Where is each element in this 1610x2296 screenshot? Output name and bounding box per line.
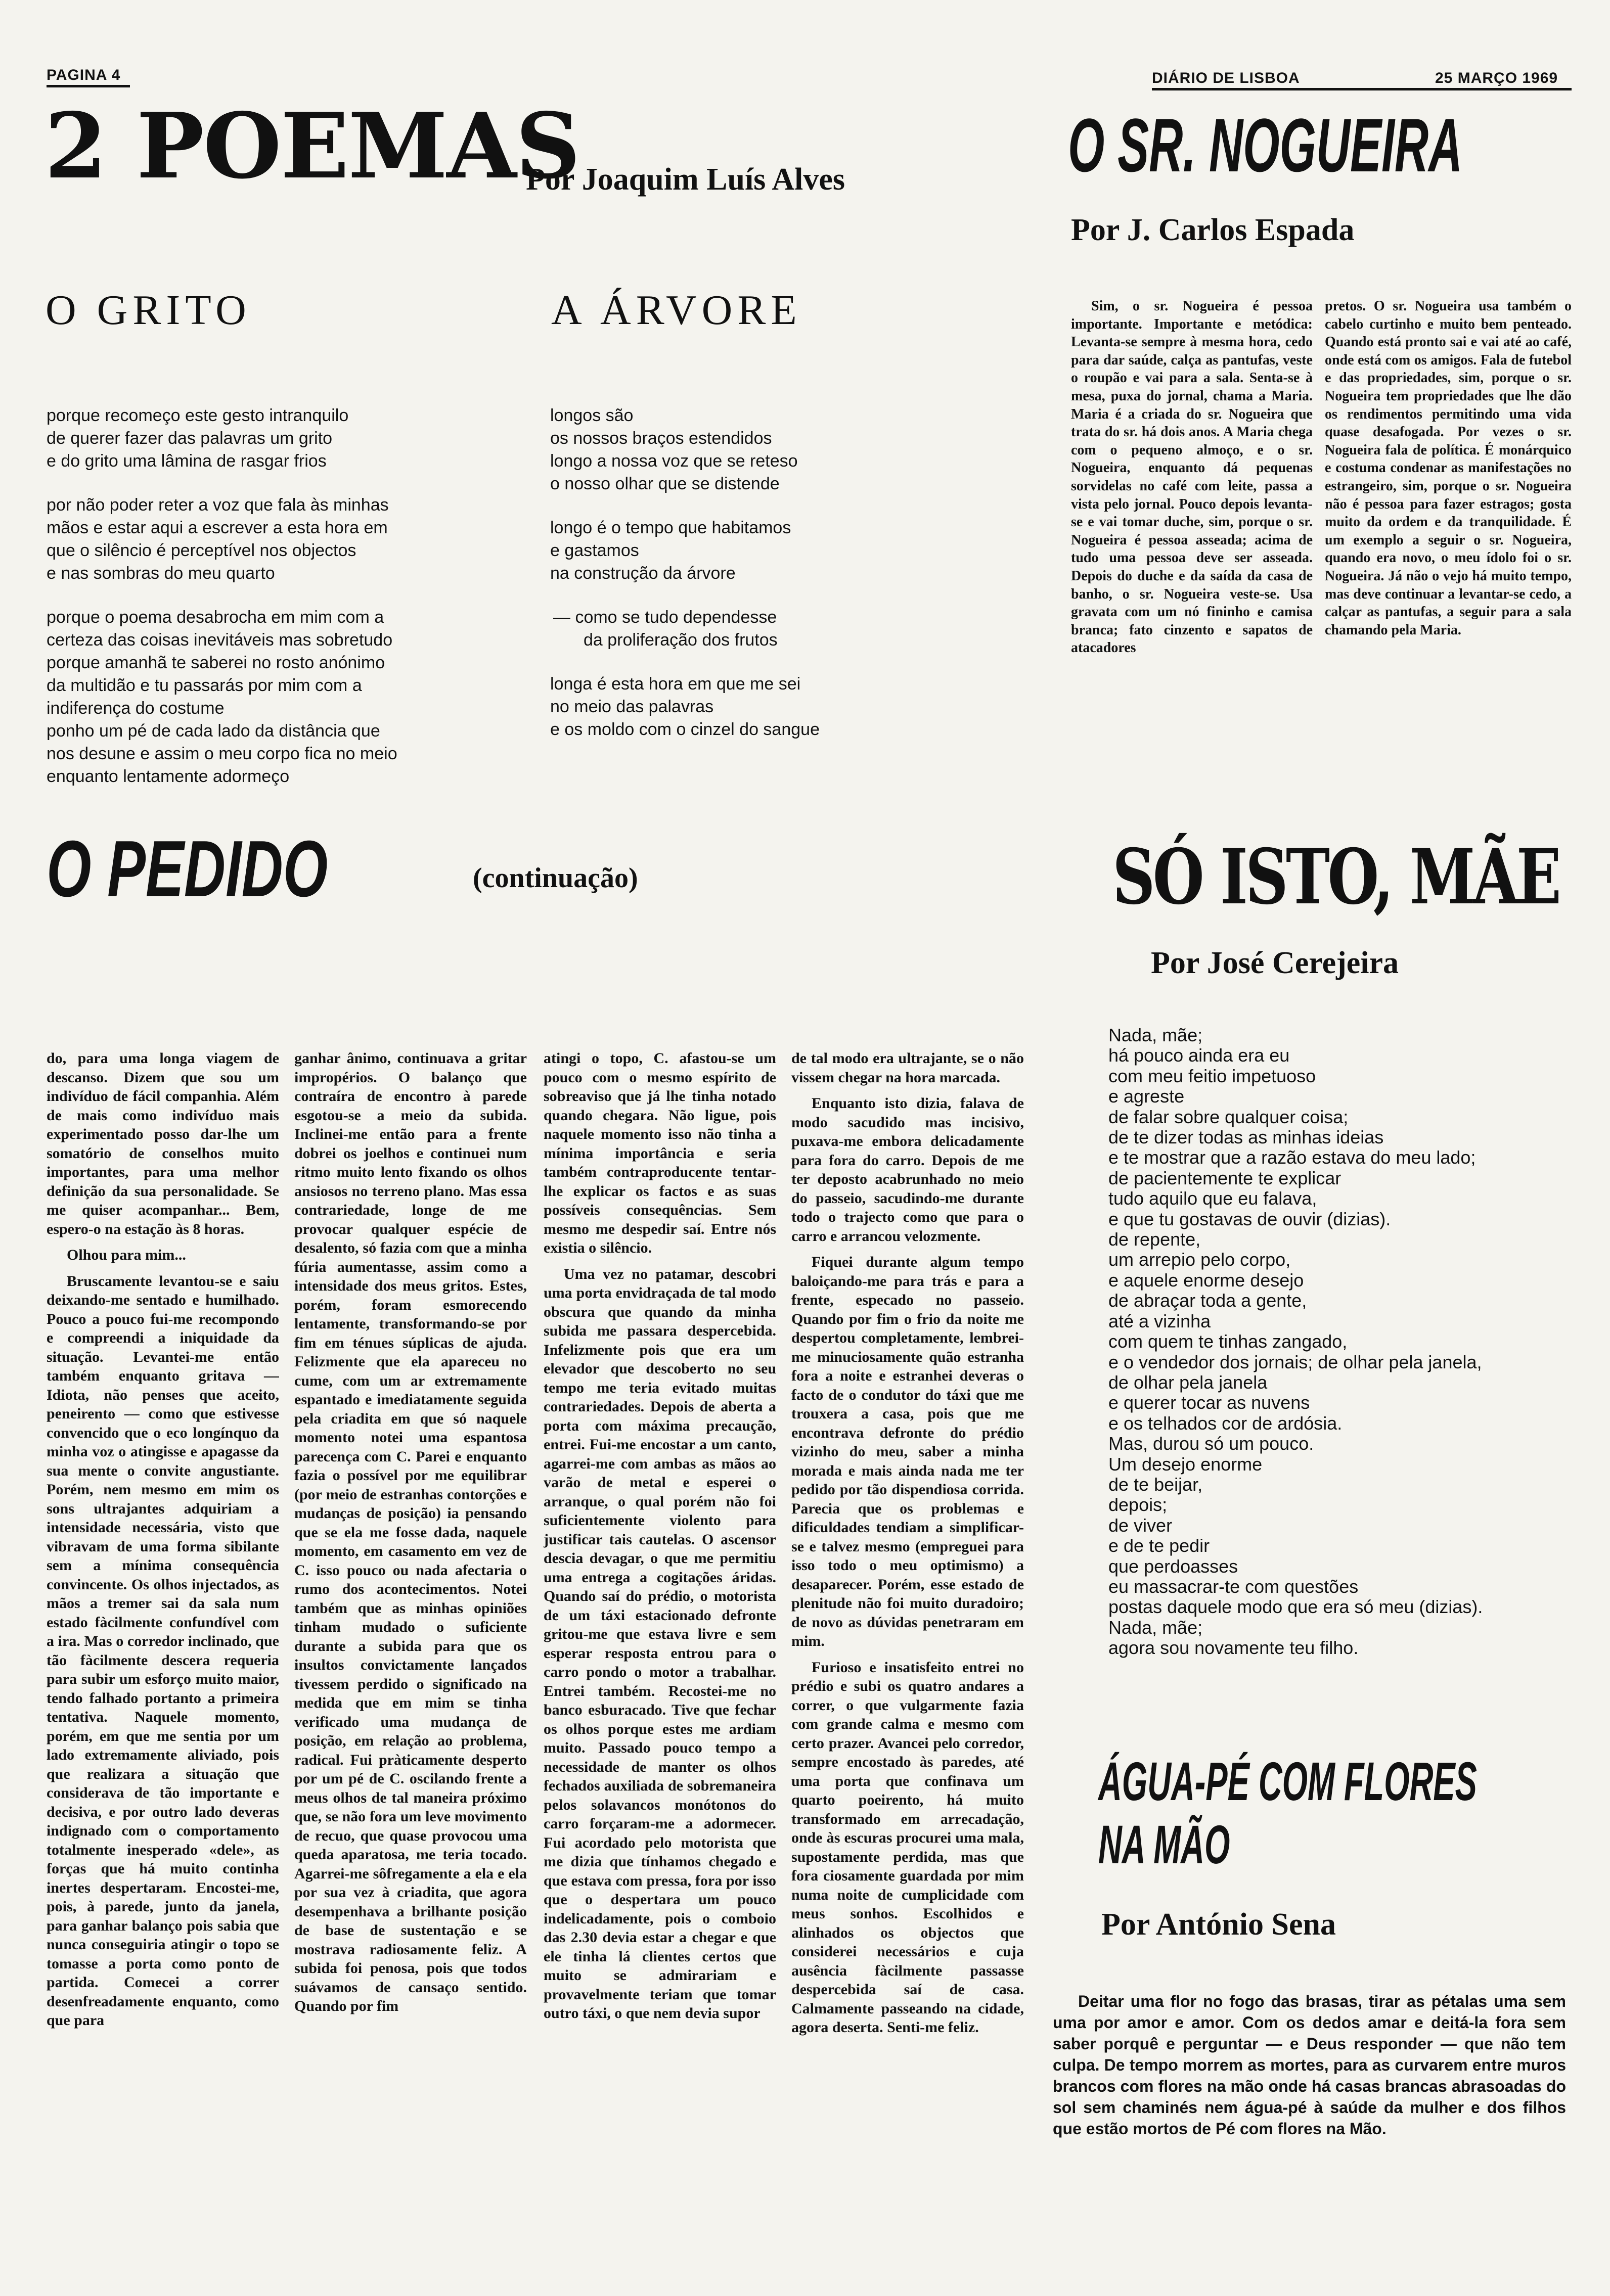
poem-line: os nossos braços estendidos	[550, 429, 772, 448]
poem-line: no meio das palavras	[550, 697, 714, 716]
poem-stanza	[550, 673, 1005, 741]
page-label-underline	[47, 85, 130, 87]
poem-line: e te mostrar que a razão estava do meu lado;	[1108, 1147, 1476, 1168]
poem-line: e que tu gostavas de ouvir (dizias).	[1108, 1208, 1391, 1229]
poem-stanza	[47, 494, 502, 585]
poem-line: por não poder reter a voz que fala às minhas	[47, 495, 389, 515]
poem-stanza	[550, 404, 1005, 495]
grito-title: O GRITO	[46, 287, 251, 334]
poem-line: Nada, mãe;	[1108, 1617, 1203, 1638]
poem-line: porque amanhã te saberei no rosto anónimo	[47, 653, 385, 672]
paragraph: Deitar uma flor no fogo das brasas, tirar as pétalas uma sem uma por amor e amor. Com os dedos amar e deitá-la fora sem saber porquê e perguntar — e Deus responder — que não tem culpa. De tempo morrem as mortes, para as curvarem entre muros brancos com flores na mão onde há casas brancas abrasoadas do sol sem chaminés nem água-pé à saúde da mulher e dos filhos que estão mortos de Pé com flores na Mão.	[1053, 1992, 1566, 2138]
poem-line: de te dizer todas as minhas ideias	[1108, 1127, 1384, 1148]
poem-line: ponho um pé de cada lado da distância que	[47, 721, 380, 741]
poem-line: até a vizinha	[1108, 1310, 1211, 1331]
pedido-column-1	[47, 1049, 279, 2262]
paragraph: ganhar ânimo, continuava a gritar impropérios. O balanço que contraíra de encontro à parede esgotou-se a meio da subida. Inclinei-me então para a frente dobrei os joelhos e continuei num ritmo muito lento fixando os olhos ansiosos no terreno plano. Mas essa contrariedade, longe de me provocar qualquer espécie de desalento, só fazia com que a minha fúria aumentasse, assim como a intensidade dos meus gritos. Estes, porém, foram esmorecendo lentamente, transformando-se por fim em ténues súplicas de ajuda. Felizmente que ela apareceu no cume, com um ar extremamente espantado e imediatamente seguida pela criadita em que só naquele momento notei uma espantosa parecença com C. Parei e enquanto fazia o possível por me equilibrar (por meio de estranhas contorções e mudanças de posição) ia pensando que se ela me fosse dada, naquele momento, em casamento em vez de C. isso pouco ou nada afectaria o rumo dos acontecimentos. Notei também que as minhas opiniões tinham mudado o suficiente durante a subida para que os insultos convictamente lançados tivessem perdido o significado na medida que em mim se tinha verificado uma mudança de posição, em relação ao problema, radical. Fui pràticamente desperto por um pé de C. oscilando frente a meus olhos de tal maneira próximo que, se não fora um leve movimento de recuo, que quase provocou uma queda aparatosa, me teria tocado. Agarrei-me sôfregamente a ela e ela por sua vez à criadita, que agora desempenhava a brilhante posição de base de sustentação e se mostrava radiosamente feliz. A subida foi penosa, pois que todos suávamos de cansaço sentido. Quando por fim	[294, 1050, 527, 2014]
poem-line: de viver	[1108, 1514, 1173, 1536]
poem-stanza	[550, 606, 1005, 652]
poem-line: longo é o tempo que habitamos	[550, 518, 791, 537]
poem-stanza	[47, 606, 502, 788]
issue-date: 25 MARÇO 1969	[1435, 70, 1558, 86]
poem-line: porque recomeço este gesto intranquilo	[47, 406, 349, 425]
agua-pe-text	[1053, 1991, 1566, 2228]
poem-line: que o silêncio é perceptível nos objectos	[47, 541, 356, 560]
poem-line: de falar sobre qualquer coisa;	[1108, 1106, 1349, 1127]
poem-line: de abraçar toda a gente,	[1108, 1290, 1307, 1311]
poem-line: o nosso olhar que se distende	[550, 474, 780, 493]
nogueira-byline: Por J. Carlos Espada	[1071, 213, 1355, 247]
poem-line: um arrepio pelo corpo,	[1108, 1249, 1291, 1270]
nogueira-column-1	[1071, 297, 1313, 790]
poem-line: longos são	[550, 406, 634, 425]
poemas-byline: Por Joaquim Luís Alves	[526, 162, 845, 197]
paragraph: Olhou para mim...	[67, 1247, 186, 1263]
poem-line: enquanto lentamente adormeço	[47, 767, 290, 786]
so-isto-poem	[1108, 1025, 1563, 1659]
newspaper-name: DIÁRIO DE LISBOA	[1152, 70, 1300, 86]
agua-pe-headline-line-1: ÁGUA-PÉ COM FLORES	[1098, 1751, 1477, 1812]
poem-line: com quem te tinhas zangado,	[1108, 1331, 1348, 1352]
poem-line: e nas sombras do meu quarto	[47, 564, 275, 583]
poem-line: e de te pedir	[1108, 1535, 1210, 1556]
poem-line: de repente,	[1108, 1229, 1201, 1250]
poem-line: nos desune e assim o meu corpo fica no meio	[47, 744, 397, 763]
poem-line: longo a nossa voz que se reteso	[550, 451, 798, 471]
poem-line: de olhar pela janela	[1108, 1371, 1268, 1393]
arvore-title: A ÁRVORE	[551, 287, 802, 334]
pedido-headline: O PEDIDO	[47, 824, 328, 913]
poem-stanza	[47, 404, 502, 473]
nogueira-column-2	[1325, 297, 1572, 790]
poem-line: depois;	[1108, 1494, 1168, 1516]
pedido-subhead: (continuação)	[473, 862, 638, 894]
poem-line: que perdoasses	[1108, 1555, 1238, 1577]
poem-line: na construção da árvore	[550, 564, 736, 583]
so-isto-byline: Por José Cerejeira	[1151, 946, 1399, 980]
poem-line: porque o poema desabrocha em mim com a	[47, 608, 384, 627]
paragraph: do, para uma longa viagem de descanso. Dizem que sou um indivíduo de fácil companhia. Além de mais como indivíduo mais experimentado posso dar-lhe um somatório de conselhos muito importantes, para uma melhor definição da sua personalidade. Se me quiser acompanhar... Bem, espero-o na estação às 8 horas.	[47, 1050, 279, 1237]
poem-line: longa é esta hora em que me sei	[550, 674, 801, 694]
poem-stanza	[550, 517, 1005, 585]
poem-line: e aquele enorme desejo	[1108, 1269, 1304, 1291]
page-label: PAGINA 4	[47, 67, 121, 83]
grito-poem	[47, 404, 502, 809]
poem-line: de te beijar,	[1108, 1474, 1203, 1495]
poem-line: e do grito uma lâmina de rasgar frios	[47, 451, 327, 471]
poem-line: tudo aquilo que eu falava,	[1108, 1188, 1317, 1209]
poem-line: eu massacrar-te com questões	[1108, 1576, 1359, 1597]
paragraph: de tal modo era ultrajante, se o não vissem chegar na hora marcada.	[791, 1050, 1024, 1086]
paragraph: pretos. O sr. Nogueira usa também o cabelo curtinho e muito bem penteado. Quando está pronto sai e vai até ao café, onde está com os amigos. Fala de futebol e das propriedades, sim, porque o sr. Nogueira tem propriedades que lhe dão os rendimentos permitindo uma vida quase desafogada. Por vezes o sr. Nogueira fala de política. É monárquico e costuma condenar as manifestações no estrangeiro, sim, porque o sr. Nogueira não é pessoa para fazer estragos; gosta muito da ordem e da tranquilidade. É um exemplo a seguir o sr. Nogueira, quando era novo, o meu ídolo foi o sr. Nogueira. Já não o vejo há muito tempo, mas deve continuar a levantar-se cedo, a calçar as pantufas, a seguir para a sala chamando pela Maria.	[1325, 298, 1572, 638]
arvore-poem	[550, 404, 1005, 762]
poem-line: e o vendedor dos jornais; de olhar pela janela,	[1108, 1351, 1482, 1372]
pedido-column-2	[294, 1049, 527, 2262]
poem-line: de pacientemente te explicar	[1108, 1167, 1341, 1188]
pedido-column-3	[544, 1049, 776, 2262]
header-rule	[1152, 88, 1572, 90]
poem-line: postas daquele modo que era só meu (dizias).	[1108, 1596, 1483, 1618]
poem-line: Nada, mãe;	[1108, 1025, 1203, 1045]
paragraph: Sim, o sr. Nogueira é pessoa importante. Importante e metódica: Levanta-se sempre à mesma hora, cedo para dar saúde, calça as pantufas, veste o roupão e vai para a sala. Senta-se à mesa, puxa do jornal, chama a Maria. Maria é a criada do sr. Nogueira que trata do sr. há dois anos. A Maria chega com o pequeno almoço, e o sr. Nogueira, enquanto dá pequenas sorvidelas no café com leite, passa a vista pelo jornal. Pouco depois levanta-se e vai tomar duche, sim, porque o sr. Nogueira é pessoa asseada; acima de tudo uma pessoa deve ser asseada. Depois do duche e da saída da casa de banho, o sr. Nogueira veste-se. Usa gravata com um nó fininho e camisa branca; fato cinzento e sapatos de atacadores	[1071, 298, 1313, 656]
paragraph: Fiquei durante algum tempo baloiçando-me para trás e para a frente, especado no passeio. Quando por fim o frio da noite me despertou completamente, lembrei-me minuciosamente quão estranha fora a noite e estranhei deveras o facto de o condutor do táxi que me trouxera a casa, pois que me encontrava defronte do prédio vizinho do meu, saber a minha morada e mais ainda nada me ter pedido por tão dispendiosa corrida. Parecia que os problemas e dificuldades tendiam a simplificar-se e talvez mesmo (empreguei para isso todo o meu optimismo) a desaparecer. Porém, esse estado de plenitude não foi muito duradoiro; de novo as dúvidas penetraram em mim.	[791, 1254, 1024, 1649]
poem-line: com meu feitio impetuoso	[1108, 1065, 1316, 1086]
poem-line: da proliferação dos frutos	[584, 630, 778, 650]
poem-line: mãos e estar aqui a escrever a esta hora em	[47, 518, 388, 537]
poem-line: Um desejo enorme	[1108, 1453, 1263, 1475]
poem-line: e os telhados cor de ardósia.	[1108, 1412, 1343, 1434]
paragraph: atingi o topo, C. afastou-se um pouco com o mesmo espírito de sobreaviso que já lhe tinha notado quando chegara. Não ligue, pois naquele momento isso não tinha a mínima importância e seria também contraproducente tentar-lhe explicar os factos e as suas possíveis consequências. Sem mesmo me despedir saí. Entre nós existia o silêncio.	[544, 1050, 776, 1256]
paragraph: Bruscamente levantou-se e saiu deixando-me sentado e humilhado. Pouco a pouco fui-me recompondo e compreendi a iniquidade da situação. Levantei-me então também enquanto gritava — Idiota, não penses que aceito, peneirento — como que estivesse convencido que o eco longínquo da minha voz o atingisse e apagasse da sua mente o convite angustiante. Porém, nem mesmo em mim os sons ultrajantes adquiriam a intensidade necessária, visto que vibravam de uma forma sibilante sem a mínima consequência convincente. Os olhos injectados, as mãos a tremer sai da sala num estado fàcilmente confundível com a ira. Mas o corredor inclinado, que tão fàcilmente descera requeria para subir um esforço muito maior, tendo falhado portanto a primeira tentativa. Naquele momento, porém, em que me sentia por um lado extremamente aliviado, pois que realizara a situação que considerava de tão importante e decisiva, e por outro lado deveras indignado com o comportamento totalmente inesperado «dele», as forças que há muito continha inertes despertaram. Encostei-me, pois, à parede, junto da janela, para ganhar balanço pois sabia que nunca conseguiria atingir o topo se tomasse a porta como ponto de partida. Comecei a correr desenfreadamente enquanto, como que para	[47, 1272, 279, 2029]
pedido-column-4	[791, 1049, 1024, 2262]
poemas-headline: 2 POEMAS	[44, 93, 580, 199]
poem-line: certeza das coisas inevitáveis mas sobretudo	[47, 630, 393, 650]
poem-line: e os moldo com o cinzel do sangue	[550, 720, 820, 739]
poem-line: indiferença do costume	[47, 699, 225, 718]
nogueira-headline: O SR. NOGUEIRA	[1068, 103, 1463, 188]
poem-line: de querer fazer das palavras um grito	[47, 429, 333, 448]
agua-pe-headline-line-2: NA MÃO	[1098, 1814, 1230, 1875]
so-isto-headline: SÓ ISTO, MÃE	[1112, 833, 1559, 922]
poem-line: e agreste	[1108, 1086, 1185, 1107]
poem-line: Mas, durou só um pouco.	[1108, 1433, 1314, 1454]
paragraph: Furioso e insatisfeito entrei no prédio e subi os quatro andares a correr, o que vulgarmente fazia com grande calma e mesmo com certo prazer. Avancei pelo corredor, sempre encostado às paredes, até uma porta que confinava um quarto poeirento, há muito transformado em arrecadação, onde às escuras procurei uma mala, supostamente perdida, mas que fora ciosamente guardada por mim numa noite de cumplicidade com meus sonhos. Escolhidos e alinhados os objectos que considerei necessários e cuja ausência fàcilmente passasse despercebida saí de casa. Calmamente passeando na cidade, agora deserta. Senti-me feliz.	[791, 1659, 1024, 2036]
poem-line: — como se tudo dependesse	[553, 608, 777, 627]
poem-line: da multidão e tu passarás por mim com a	[47, 676, 362, 695]
poem-line: agora sou novamente teu filho.	[1108, 1637, 1359, 1659]
poem-line: há pouco ainda era eu	[1108, 1045, 1290, 1066]
poem-line: e gastamos	[550, 541, 639, 560]
poem-line: e querer tocar as nuvens	[1108, 1392, 1310, 1413]
agua-pe-byline: Por António Sena	[1101, 1907, 1336, 1942]
paragraph: Enquanto isto dizia, falava de modo sacudido mas incisivo, puxava-me embora delicadamente para fora do carro. Depois de me ter deposto acabrunhado no meio do passeio, sacudindo-me durante todo o trajecto como que para o carro e arrancou velozmente.	[791, 1095, 1024, 1245]
paragraph: Uma vez no patamar, descobri uma porta envidraçada de tal modo obscura que quando da minha subida me passara despercebida. Infelizmente pois que era um elevador que descoberto no seu tempo me teria evitado muitas contrariedades. Depois de aberta a porta com máxima precaução, entrei. Fui-me encostar a um canto, agarrei-me com ambas as mãos ao varão de metal e esperei o arranque, o qual porém não foi suficientemente violento para justificar tais cautelas. O ascensor descia devagar, o que me permitiu uma entrega a cogitações áridas. Quando saí do prédio, o motorista de um táxi estacionado defronte gritou-me que estava livre e sem esperar resposta entrou para o carro pondo o motor a trabalhar. Entrei também. Recostei-me no banco esburacado. Tive que fechar os olhos porque estes me ardiam muito. Passado pouco tempo a necessidade de manter os olhos fechados auxiliada de sobremaneira pelos solavancos monótonos do carro forçaram-me a adormecer. Fui acordado pelo motorista que me dizia que tínhamos chegado e que estava com pressa, fora por isso que o despertara um pouco indelicadamente, pois o comboio das 2.30 devia estar a chegar e que ele tinha lá clientes certos que muito se admirariam e provavelmente teriam que tomar outro táxi, o que nem devia supor	[544, 1265, 776, 2022]
